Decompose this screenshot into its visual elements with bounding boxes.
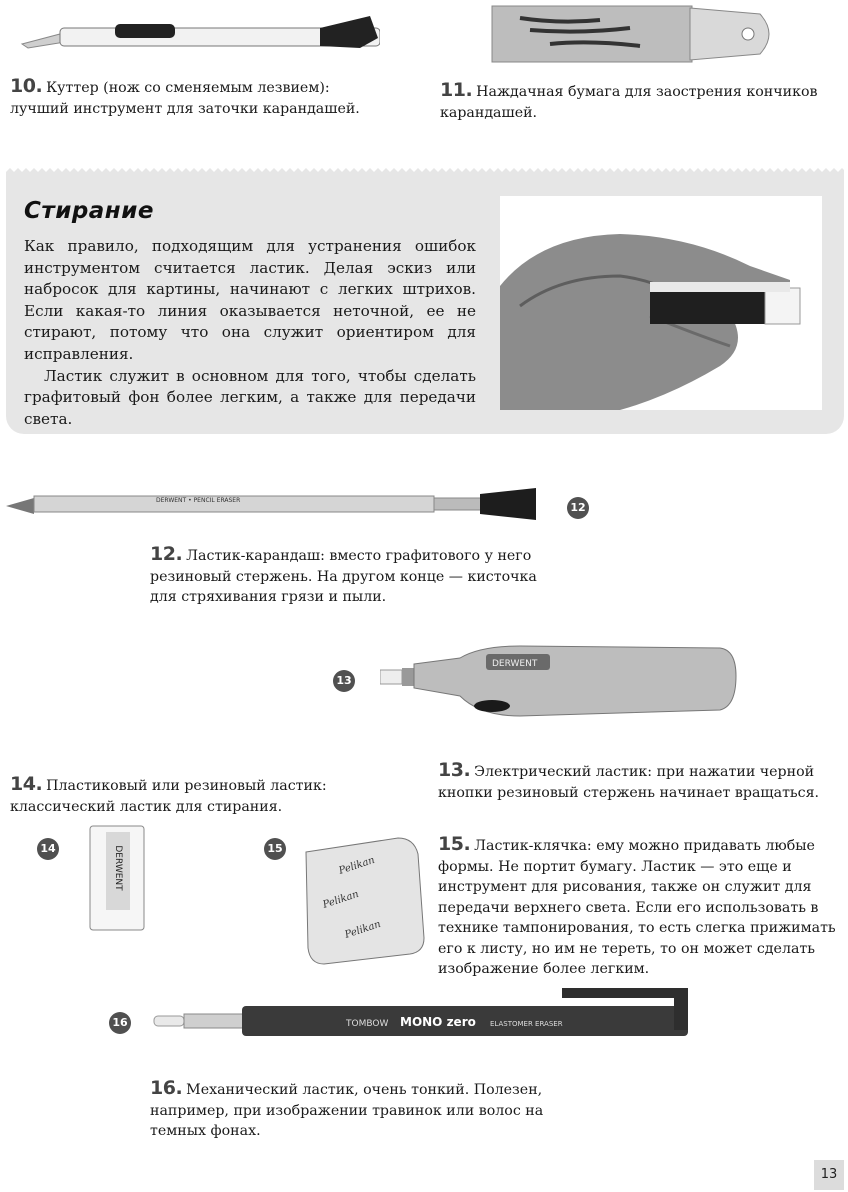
kneaded-eraser-image — [300, 834, 426, 968]
caption-16 — [150, 1078, 558, 1142]
caption-13 — [438, 760, 844, 803]
kneaded-eraser-label-2: Pelikan — [321, 888, 361, 911]
pencil-eraser-label: DERWENT • PENCIL ERASER — [156, 497, 241, 504]
hand-holding-eraser-photo — [500, 196, 822, 410]
badge-15: 15 — [264, 838, 286, 860]
electric-eraser-image — [380, 640, 740, 720]
mono-desc-label: ELASTOMER ERASER — [490, 1020, 563, 1028]
electric-eraser-label: DERWENT — [492, 659, 538, 669]
sandpaper-block-image — [490, 4, 780, 66]
caption-text: Механический ластик, очень тонкий. Полезен, например, при изображении травинок или волос на темных фонах. — [150, 1082, 544, 1139]
caption-11 — [440, 80, 820, 123]
caption-number: 16. — [150, 1077, 183, 1099]
caption-number: 10. — [10, 75, 43, 97]
caption-text: Куттер (нож со сменяемым лезвием): лучший инструмент для заточки карандашей. — [10, 80, 360, 117]
caption-number: 13. — [438, 759, 471, 781]
mono-name-label: MONO zero — [400, 1015, 476, 1029]
caption-10 — [10, 76, 390, 119]
page-number: 13 — [814, 1160, 844, 1190]
section-heading: Стирание — [24, 198, 154, 224]
mechanical-eraser-image — [150, 984, 695, 1044]
kneaded-eraser-label: Pelikan — [337, 854, 377, 877]
caption-number: 14. — [10, 773, 43, 795]
caption-text: Пластиковый или резиновый ластик: классический ластик для стирания. — [10, 778, 327, 815]
caption-number: 11. — [440, 79, 473, 101]
caption-number: 12. — [150, 543, 183, 565]
caption-text: Ластик-карандаш: вместо графитового у него резиновый стержень. На другом конце — кисточка для стряхивания грязи и пыли. — [150, 548, 537, 605]
caption-number: 15. — [438, 833, 471, 855]
plastic-eraser-label: DERWENT — [113, 845, 123, 891]
caption-12 — [150, 544, 560, 608]
badge-16: 16 — [109, 1012, 131, 1034]
badge-13: 13 — [333, 670, 355, 692]
section-text — [24, 236, 476, 430]
badge-12: 12 — [567, 497, 589, 519]
caption-14 — [10, 774, 360, 817]
plastic-eraser-image — [86, 822, 150, 936]
caption-15 — [438, 834, 844, 980]
mono-brand-label: TOMBOW — [346, 1019, 389, 1029]
section-paragraph-1: Как правило, подходящим для устранения ошибок инструментом считается ластик. Делая эскиз или набросок для картины, начинают с легких штрихов. Если какая-то линия оказывается неточной, ее не стирают, потому что она служит ориентиром для исправления. — [24, 237, 476, 363]
caption-text: Электрический ластик: при нажатии черной кнопки резиновый стержень начинает вращаться. — [438, 764, 820, 801]
section-paragraph-2: Ластик служит в основном для того, чтобы сделать графитовый фон более легким, а также для передачи света. — [24, 366, 476, 428]
kneaded-eraser-label-3: Pelikan — [343, 918, 383, 941]
pencil-eraser-image — [6, 486, 536, 520]
cutter-knife-image — [20, 8, 380, 58]
badge-14: 14 — [37, 838, 59, 860]
caption-text: Наждачная бумага для заострения кончиков карандашей. — [440, 84, 818, 121]
caption-text: Ластик-клячка: ему можно придавать любые формы. Не портит бумагу. Ластик — это еще и инструмент для рисования, также он служит для передачи верхнего света. Если его использовать в технике тампонирования, то есть слегка прижимать его к листу, но им не тереть, то он может сделать изображение более легким. — [438, 838, 836, 977]
